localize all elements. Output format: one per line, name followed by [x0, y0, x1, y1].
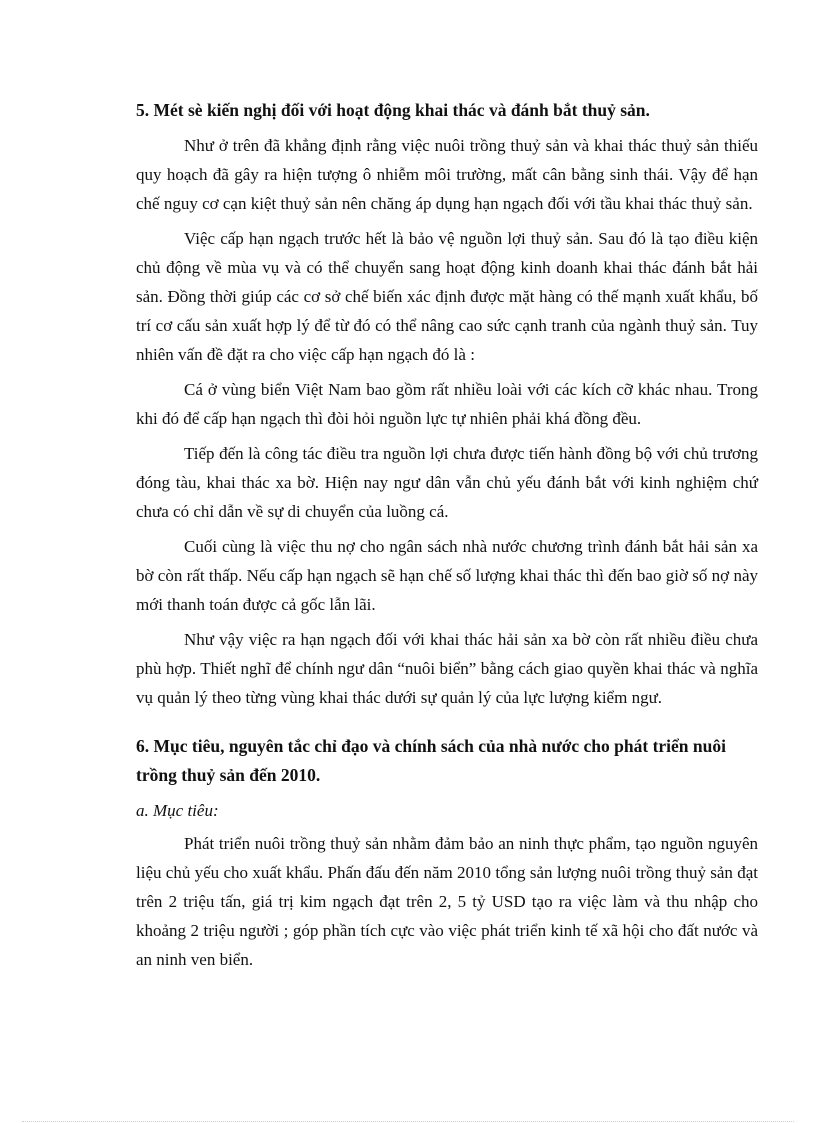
section-5-paragraph: Như vậy việc ra hạn ngạch đối với khai thác hải sản xa bờ còn rất nhiều điều chưa phù hợp. Thiết nghĩ để chính ngư dân “nuôi biển” bằng cách giao quyền khai thác và nghĩa vụ quản lý theo từng vùng khai thác dưới sự quản lý của lực lượng kiểm ngư.: [136, 630, 758, 707]
section-5-paragraph: Cá ở vùng biển Việt Nam bao gồm rất nhiều loài với các kích cỡ khác nhau. Trong khi đó để cấp hạn ngạch thì đòi hỏi nguồn lực tự nhiên phải khá đồng đều.: [136, 380, 758, 428]
section-6-heading: 6. Mục tiêu, nguyên tắc chỉ đạo và chính sách của nhà nước cho phát triển nuôi trồng thuỷ sản đến 2010.: [136, 736, 726, 785]
document-body: [136, 96, 758, 980]
section-5-paragraph: Việc cấp hạn ngạch trước hết là bảo vệ nguồn lợi thuỷ sản. Sau đó là tạo điều kiện chủ động về mùa vụ và có thể chuyển sang hoạt động kinh doanh khai thác đánh bắt hải sản. Đồng thời giúp các cơ sở chế biến xác định được mặt hàng có thế mạnh xuất khẩu, bố trí cơ cấu sản xuất hợp lý để từ đó có thể nâng cao sức cạnh tranh của ngành thuỷ sản. Tuy nhiên vấn đề đặt ra cho việc cấp hạn ngạch đó là :: [136, 229, 758, 364]
section-5-heading: 5. Mét sè kiến nghị đối với hoạt động khai thác và đánh bắt thuỷ sản.: [136, 100, 650, 120]
section-6-paragraph: Phát triển nuôi trồng thuỷ sản nhằm đảm bảo an ninh thực phẩm, tạo nguồn nguyên liệu chủ yếu cho xuất khẩu. Phấn đấu đến năm 2010 tổng sản lượng nuôi trồng thuỷ sản đạt trên 2 triệu tấn, giá trị kim ngạch đạt trên 2, 5 tỷ USD tạo ra việc làm và thu nhập cho khoảng 2 triệu người ; góp phần tích cực vào việc phát triển kinh tế xã hội cho đất nước và an ninh ven biển.: [136, 834, 758, 969]
section-5-paragraph: Tiếp đến là công tác điều tra nguồn lợi chưa được tiến hành đồng bộ với chủ trương đóng tàu, khai thác xa bờ. Hiện nay ngư dân vẫn chủ yếu đánh bắt với kinh nghiệm chứ chưa có chỉ dẫn về sự di chuyển của luồng cá.: [136, 444, 758, 521]
section-5-paragraph: Cuối cùng là việc thu nợ cho ngân sách nhà nước chương trình đánh bắt hải sản xa bờ còn rất thấp. Nếu cấp hạn ngạch sẽ hạn chế số lượng khai thác thì đến bao giờ số nợ này mới thanh toán được cả gốc lẫn lãi.: [136, 537, 758, 614]
section-5-paragraph: Như ở trên đã khẳng định rằng việc nuôi trồng thuỷ sản và khai thác thuỷ sản thiếu quy hoạch đã gây ra hiện tượng ô nhiễm môi trường, mất cân bằng sinh thái. Vậy để hạn chế nguy cơ cạn kiệt thuỷ sản nên chăng áp dụng hạn ngạch đối với tầu khai thác thuỷ sản.: [136, 136, 758, 213]
section-6-subheading-a: a. Mục tiêu:: [136, 801, 219, 820]
page-bottom-divider: [22, 1121, 794, 1122]
